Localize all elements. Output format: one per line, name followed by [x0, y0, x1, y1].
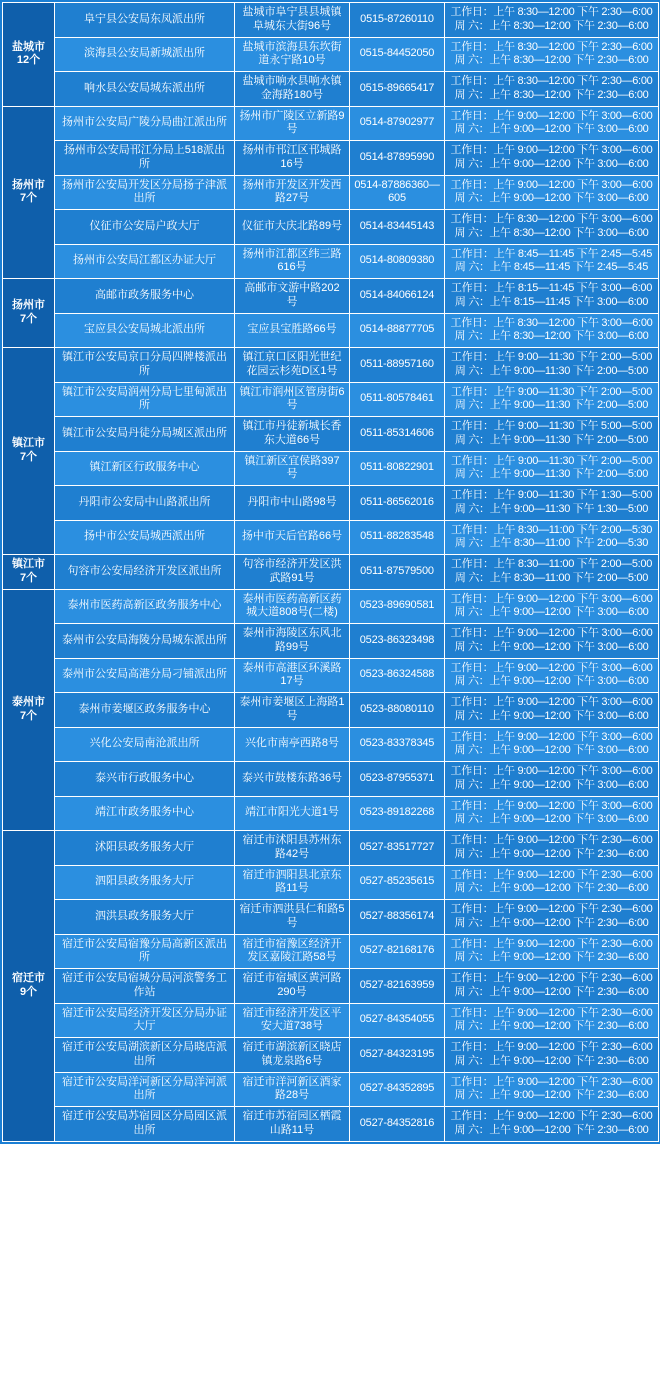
phone-cell: 0514-87886360—605	[350, 175, 445, 210]
address-cell: 宿迁市洋河新区酒家路28号	[235, 1072, 350, 1107]
table-row	[3, 969, 659, 1004]
hours-cell	[445, 1003, 659, 1038]
hours-weekday: 工作日：上午 8:30—11:00 下午 2:00—5:00	[450, 558, 653, 570]
address-cell: 泰兴市鼓楼东路36号	[235, 762, 350, 797]
phone-cell: 0514-87895990	[350, 141, 445, 176]
hours-weekend: 周 六：上午 9:00—11:30 下午 2:00—5:00	[454, 468, 649, 481]
hours-weekend: 周 六：上午 8:30—12:00 下午 2:30—6:00	[454, 54, 649, 67]
phone-cell: 0527-83517727	[350, 831, 445, 866]
address-cell: 泰州市医药高新区药城大道808号(二楼)	[235, 589, 350, 624]
region-cell	[3, 348, 55, 555]
table-row	[3, 762, 659, 797]
address-cell: 扬州市广陵区立新路9号	[235, 106, 350, 141]
region-count: 9个	[19, 985, 38, 998]
phone-cell: 0514-83445143	[350, 210, 445, 245]
phone-cell: 0527-84352895	[350, 1072, 445, 1107]
hours-weekend: 周 六：上午 8:30—12:00 下午 2:30—6:00	[454, 19, 649, 32]
phone-cell: 0515-87260110	[350, 3, 445, 38]
address-cell: 高邮市文游中路202号	[235, 279, 350, 314]
hours-weekday: 工作日：上午 9:00—11:30 下午 1:30—5:00	[450, 489, 653, 501]
office-name-cell: 句容市公安局经济开发区派出所	[55, 555, 235, 590]
hours-weekday: 工作日：上午 8:30—12:00 下午 2:30—6:00	[450, 40, 653, 53]
office-name-cell: 阜宁县公安局东凤派出所	[55, 3, 235, 38]
table-row	[3, 555, 659, 590]
region-name: 镇江市	[12, 437, 45, 450]
hours-weekday: 工作日：上午 9:00—12:00 下午 3:00—6:00	[450, 178, 653, 191]
address-cell: 泰州市高港区环溪路17号	[235, 658, 350, 693]
table-row	[3, 900, 659, 935]
hours-weekend: 周 六：上午 9:00—11:30 下午 1:30—5:00	[454, 502, 649, 515]
hours-cell	[445, 106, 659, 141]
office-name-cell: 泰州市医药高新区政务服务中心	[55, 589, 235, 624]
hours-weekend: 周 六：上午 9:00—12:00 下午 2:30—6:00	[454, 847, 649, 860]
hours-cell	[445, 348, 659, 383]
phone-cell: 0515-89665417	[350, 72, 445, 107]
hours-cell	[445, 1107, 659, 1142]
hours-cell	[445, 762, 659, 797]
region-name: 镇江市	[12, 558, 45, 570]
hours-cell	[445, 210, 659, 245]
office-name-cell: 泰州市公安局海陵分局城东派出所	[55, 624, 235, 659]
hours-cell	[445, 382, 659, 417]
table-row	[3, 313, 659, 348]
office-name-cell: 兴化公安局南沧派出所	[55, 727, 235, 762]
hours-cell	[445, 693, 659, 728]
hours-weekend: 周 六：上午 9:00—12:00 下午 3:00—6:00	[454, 640, 649, 653]
hours-weekend: 周 六：上午 8:30—12:00 下午 2:30—6:00	[454, 88, 649, 101]
office-name-cell: 滨海县公安局新城派出所	[55, 37, 235, 72]
hours-weekday: 工作日：上午 9:00—12:00 下午 3:00—6:00	[450, 730, 653, 743]
region-count: 7个	[19, 313, 38, 325]
phone-cell: 0527-82163959	[350, 969, 445, 1004]
region-name: 扬州市	[12, 178, 45, 191]
hours-weekday: 工作日：上午 9:00—12:00 下午 3:00—6:00	[450, 661, 653, 674]
hours-cell	[445, 831, 659, 866]
hours-weekend: 周 六：上午 8:30—12:00 下午 3:00—6:00	[454, 226, 649, 239]
hours-weekend: 周 六：上午 9:00—12:00 下午 3:00—6:00	[454, 709, 649, 722]
phone-cell: 0514-87902977	[350, 106, 445, 141]
table-row	[3, 279, 659, 314]
hours-weekend: 周 六：上午 9:00—12:00 下午 2:30—6:00	[454, 951, 649, 964]
address-cell: 宿迁市沭阳县苏州东路42号	[235, 831, 350, 866]
office-name-cell: 镇江新区行政服务中心	[55, 451, 235, 486]
hours-weekday: 工作日：上午 9:00—11:30 下午 2:00—5:00	[450, 454, 653, 467]
region-count: 7个	[19, 192, 38, 205]
hours-cell	[445, 589, 659, 624]
hours-weekend: 周 六：上午 9:00—12:00 下午 2:30—6:00	[454, 1089, 649, 1102]
table-row	[3, 451, 659, 486]
region-count: 7个	[19, 571, 38, 584]
address-cell: 镇江新区宜侯路397号	[235, 451, 350, 486]
hours-weekend: 周 六：上午 9:00—12:00 下午 2:30—6:00	[454, 1123, 649, 1136]
table-row	[3, 106, 659, 141]
table-row	[3, 1072, 659, 1107]
table-row	[3, 520, 659, 555]
address-cell: 扬州市开发区开发西路27号	[235, 175, 350, 210]
phone-cell: 0527-84352816	[350, 1107, 445, 1142]
phone-cell: 0511-88283548	[350, 520, 445, 555]
hours-weekend: 周 六：上午 9:00—11:30 下午 2:00—5:00	[454, 399, 649, 412]
address-cell: 宿迁市泗洪县仁和路5号	[235, 900, 350, 935]
hours-weekend: 周 六：上午 9:00—12:00 下午 3:00—6:00	[454, 813, 649, 826]
table-row	[3, 1107, 659, 1142]
region-cell	[3, 3, 55, 107]
address-cell: 盐城市阜宁县县城镇阜城东大街96号	[235, 3, 350, 38]
address-cell: 扬州市邗江区邗城路16号	[235, 141, 350, 176]
hours-weekend: 周 六：上午 9:00—11:30 下午 2:00—5:00	[454, 433, 649, 446]
phone-cell: 0511-80578461	[350, 382, 445, 417]
hours-weekday: 工作日：上午 9:00—12:00 下午 2:30—6:00	[450, 903, 653, 915]
hours-weekend: 周 六：上午 9:00—12:00 下午 3:00—6:00	[454, 157, 649, 170]
hours-weekend: 周 六：上午 9:00—12:00 下午 3:00—6:00	[454, 123, 649, 136]
phone-cell: 0523-89182268	[350, 796, 445, 831]
phone-cell: 0514-88877705	[350, 313, 445, 348]
hours-cell	[445, 555, 659, 590]
hours-weekday: 工作日：上午 9:00—12:00 下午 3:00—6:00	[450, 144, 653, 156]
table-row	[3, 831, 659, 866]
directory-grid	[2, 2, 659, 1142]
hours-weekend: 周 六：上午 8:30—12:00 下午 3:00—6:00	[454, 330, 649, 343]
region-cell	[3, 279, 55, 348]
hours-cell	[445, 3, 659, 38]
address-cell: 宝应县宝胜路66号	[235, 313, 350, 348]
phone-cell: 0523-89690581	[350, 589, 445, 624]
hours-weekend: 周 六：上午 9:00—12:00 下午 2:30—6:00	[454, 916, 649, 929]
hours-weekday: 工作日：上午 9:00—11:30 下午 2:00—5:00	[450, 351, 653, 363]
hours-cell	[445, 244, 659, 279]
hours-weekend: 周 六：上午 8:30—11:00 下午 2:00—5:30	[454, 537, 649, 550]
region-count: 7个	[19, 451, 38, 463]
office-name-cell: 仪征市公安局户政大厅	[55, 210, 235, 245]
hours-weekend: 周 六：上午 8:45—11:45 下午 2:45—5:45	[454, 261, 649, 274]
hours-weekday: 工作日：上午 9:00—12:00 下午 2:30—6:00	[450, 972, 653, 984]
region-count: 12个	[16, 54, 41, 67]
address-cell: 镇江市丹徒新城长香东大道66号	[235, 417, 350, 452]
hours-weekday: 工作日：上午 9:00—11:30 下午 5:00—5:00	[450, 420, 653, 432]
hours-cell	[445, 727, 659, 762]
phone-cell: 0511-88957160	[350, 348, 445, 383]
hours-weekday: 工作日：上午 9:00—11:30 下午 2:00—5:00	[450, 385, 653, 398]
hours-cell	[445, 279, 659, 314]
hours-weekday: 工作日：上午 9:00—12:00 下午 2:30—6:00	[450, 1110, 653, 1122]
office-name-cell: 镇江市公安局丹徒分局城区派出所	[55, 417, 235, 452]
office-name-cell: 沭阳县政务服务大厅	[55, 831, 235, 866]
office-name-cell: 响水县公安局城东派出所	[55, 72, 235, 107]
office-name-cell: 扬州市公安局邗江分局上518派出所	[55, 141, 235, 176]
table-row	[3, 72, 659, 107]
phone-cell: 0511-80822901	[350, 451, 445, 486]
phone-cell: 0523-88080110	[350, 693, 445, 728]
hours-cell	[445, 624, 659, 659]
office-name-cell: 扬州市公安局广陵分局曲江派出所	[55, 106, 235, 141]
region-name: 扬州市	[12, 299, 45, 312]
address-cell: 兴化市南亭西路8号	[235, 727, 350, 762]
office-name-cell: 泗洪县政务服务大厅	[55, 900, 235, 935]
office-name-cell: 宿迁市公安局苏宿园区分局园区派出所	[55, 1107, 235, 1142]
office-name-cell: 泰州市姜堰区政务服务中心	[55, 693, 235, 728]
table-row	[3, 3, 659, 38]
hours-cell	[445, 175, 659, 210]
table-row	[3, 727, 659, 762]
hours-weekday: 工作日：上午 9:00—12:00 下午 2:30—6:00	[450, 1041, 653, 1053]
hours-weekend: 周 六：上午 9:00—12:00 下午 3:00—6:00	[454, 675, 649, 688]
table-row	[3, 1038, 659, 1073]
region-cell	[3, 589, 55, 831]
office-name-cell: 镇江市公安局京口分局四牌楼派出所	[55, 348, 235, 383]
office-name-cell: 高邮市政务服务中心	[55, 279, 235, 314]
address-cell: 丹阳市中山路98号	[235, 486, 350, 521]
directory-body	[3, 3, 659, 1142]
hours-weekday: 工作日：上午 9:00—12:00 下午 3:00—6:00	[450, 799, 653, 812]
table-row	[3, 589, 659, 624]
hours-weekend: 周 六：上午 9:00—12:00 下午 3:00—6:00	[454, 778, 649, 791]
office-name-cell: 靖江市政务服务中心	[55, 796, 235, 831]
table-row	[3, 210, 659, 245]
hours-weekday: 工作日：上午 9:00—12:00 下午 3:00—6:00	[450, 592, 653, 605]
hours-weekday: 工作日：上午 8:30—12:00 下午 3:00—6:00	[450, 213, 653, 225]
hours-weekday: 工作日：上午 9:00—12:00 下午 2:30—6:00	[450, 937, 653, 950]
hours-cell	[445, 141, 659, 176]
office-name-cell: 宿迁市公安局宿豫分局高新区派出所	[55, 934, 235, 969]
office-name-cell: 扬州市公安局江都区办证大厅	[55, 244, 235, 279]
hours-cell	[445, 451, 659, 486]
address-cell: 镇江市润州区管房街6号	[235, 382, 350, 417]
office-name-cell: 宿迁市公安局经济开发区分局办证大厅	[55, 1003, 235, 1038]
phone-cell: 0511-85314606	[350, 417, 445, 452]
region-name: 宿迁市	[12, 972, 45, 984]
address-cell: 盐城市滨海县东坎街道永宁路10号	[235, 37, 350, 72]
address-cell: 宿迁市宿豫区经济开发区嘉陵江路58号	[235, 934, 350, 969]
region-name: 泰州市	[12, 696, 45, 708]
hours-weekday: 工作日：上午 8:30—11:00 下午 2:00—5:30	[450, 523, 653, 536]
address-cell: 宿迁市宿城区黄河路290号	[235, 969, 350, 1004]
phone-cell: 0527-88356174	[350, 900, 445, 935]
hours-weekend: 周 六：上午 9:00—12:00 下午 2:30—6:00	[454, 882, 649, 895]
hours-cell	[445, 520, 659, 555]
office-name-cell: 泗阳县政务服务大厅	[55, 865, 235, 900]
phone-cell: 0527-84354055	[350, 1003, 445, 1038]
hours-cell	[445, 486, 659, 521]
table-row	[3, 141, 659, 176]
phone-cell: 0515-84452050	[350, 37, 445, 72]
hours-cell	[445, 658, 659, 693]
phone-cell: 0511-87579500	[350, 555, 445, 590]
region-cell	[3, 555, 55, 590]
address-cell: 宿迁市湖滨新区晓店镇龙泉路6号	[235, 1038, 350, 1073]
region-cell	[3, 831, 55, 1142]
office-name-cell: 泰州市公安局高港分局刁铺派出所	[55, 658, 235, 693]
phone-cell: 0527-84323195	[350, 1038, 445, 1073]
office-name-cell: 泰兴市行政服务中心	[55, 762, 235, 797]
hours-weekday: 工作日：上午 8:30—12:00 下午 2:30—6:00	[450, 75, 653, 87]
hours-cell	[445, 1038, 659, 1073]
hours-weekend: 周 六：上午 9:00—12:00 下午 3:00—6:00	[454, 606, 649, 619]
table-row	[3, 934, 659, 969]
table-row	[3, 486, 659, 521]
hours-weekend: 周 六：上午 9:00—12:00 下午 2:30—6:00	[454, 1054, 649, 1067]
hours-weekday: 工作日：上午 9:00—12:00 下午 3:00—6:00	[450, 627, 653, 639]
table-row	[3, 244, 659, 279]
hours-cell	[445, 900, 659, 935]
table-row	[3, 1003, 659, 1038]
office-name-cell: 扬中市公安局城西派出所	[55, 520, 235, 555]
hours-weekend: 周 六：上午 9:00—12:00 下午 2:30—6:00	[454, 985, 649, 998]
hours-weekend: 周 六：上午 9:00—12:00 下午 3:00—6:00	[454, 192, 649, 205]
office-name-cell: 宿迁市公安局洋河新区分局洋河派出所	[55, 1072, 235, 1107]
phone-cell: 0514-84066124	[350, 279, 445, 314]
hours-weekday: 工作日：上午 9:00—12:00 下午 2:30—6:00	[450, 1075, 653, 1088]
hours-weekend: 周 六：上午 9:00—12:00 下午 2:30—6:00	[454, 1020, 649, 1033]
hours-weekday: 工作日：上午 9:00—12:00 下午 2:30—6:00	[450, 868, 653, 881]
region-name: 盐城市	[12, 40, 45, 53]
address-cell: 扬州市江都区纬三路616号	[235, 244, 350, 279]
phone-cell: 0523-86324588	[350, 658, 445, 693]
phone-cell: 0527-85235615	[350, 865, 445, 900]
hours-cell	[445, 417, 659, 452]
hours-weekday: 工作日：上午 9:00—12:00 下午 2:30—6:00	[450, 1006, 653, 1019]
table-row	[3, 382, 659, 417]
hours-weekend: 周 六：上午 8:15—11:45 下午 3:00—6:00	[454, 295, 649, 308]
office-name-cell: 宿迁市公安局宿城分局河滨警务工作站	[55, 969, 235, 1004]
table-row	[3, 865, 659, 900]
phone-cell: 0514-80809380	[350, 244, 445, 279]
hours-weekday: 工作日：上午 8:15—11:45 下午 3:00—6:00	[450, 282, 653, 294]
hours-cell	[445, 1072, 659, 1107]
hours-weekday: 工作日：上午 9:00—12:00 下午 2:30—6:00	[450, 834, 653, 846]
phone-cell: 0511-86562016	[350, 486, 445, 521]
table-row	[3, 624, 659, 659]
hours-cell	[445, 969, 659, 1004]
hours-weekday: 工作日：上午 9:00—12:00 下午 3:00—6:00	[450, 109, 653, 122]
phone-cell: 0523-87955371	[350, 762, 445, 797]
phone-cell: 0527-82168176	[350, 934, 445, 969]
phone-cell: 0523-83378345	[350, 727, 445, 762]
hours-cell	[445, 72, 659, 107]
hours-weekend: 周 六：上午 8:30—11:00 下午 2:00—5:00	[454, 571, 649, 584]
hours-weekday: 工作日：上午 8:30—12:00 下午 3:00—6:00	[450, 316, 653, 329]
table-row	[3, 693, 659, 728]
hours-cell	[445, 865, 659, 900]
hours-cell	[445, 37, 659, 72]
region-cell	[3, 106, 55, 279]
address-cell: 泰州市姜堰区上海路1号	[235, 693, 350, 728]
office-name-cell: 丹阳市公安局中山路派出所	[55, 486, 235, 521]
hours-weekend: 周 六：上午 9:00—11:30 下午 2:00—5:00	[454, 364, 649, 377]
office-name-cell: 镇江市公安局润州分局七里甸派出所	[55, 382, 235, 417]
address-cell: 仪征市大庆北路89号	[235, 210, 350, 245]
address-cell: 镇江京口区阳光世纪花园云杉苑D区1号	[235, 348, 350, 383]
office-name-cell: 宝应县公安局城北派出所	[55, 313, 235, 348]
address-cell: 宿迁市泗阳县北京东路11号	[235, 865, 350, 900]
phone-cell: 0523-86323498	[350, 624, 445, 659]
table-row	[3, 796, 659, 831]
office-name-cell: 宿迁市公安局湖滨新区分局晓店派出所	[55, 1038, 235, 1073]
table-row	[3, 417, 659, 452]
hours-weekday: 工作日：上午 8:30—12:00 下午 2:30—6:00	[450, 6, 653, 18]
address-cell: 泰州市海陵区东风北路99号	[235, 624, 350, 659]
table-row	[3, 175, 659, 210]
hours-cell	[445, 313, 659, 348]
hours-weekend: 周 六：上午 9:00—12:00 下午 3:00—6:00	[454, 744, 649, 757]
hours-weekday: 工作日：上午 9:00—12:00 下午 3:00—6:00	[450, 696, 653, 708]
address-cell: 扬中市天后官路66号	[235, 520, 350, 555]
address-cell: 宿迁市经济开发区平安大道738号	[235, 1003, 350, 1038]
address-cell: 盐城市响水县响水镇金海路180号	[235, 72, 350, 107]
table-row	[3, 658, 659, 693]
hours-weekday: 工作日：上午 9:00—12:00 下午 3:00—6:00	[450, 765, 653, 777]
address-cell: 靖江市阳光大道1号	[235, 796, 350, 831]
address-cell: 句容市经济开发区洪武路91号	[235, 555, 350, 590]
table-row	[3, 37, 659, 72]
hours-cell	[445, 934, 659, 969]
office-name-cell: 扬州市公安局开发区分局扬子津派出所	[55, 175, 235, 210]
region-count: 7个	[19, 709, 38, 722]
hours-weekday: 工作日：上午 8:45—11:45 下午 2:45—5:45	[450, 247, 653, 260]
address-cell: 宿迁市苏宿园区栖霞山路11号	[235, 1107, 350, 1142]
hours-cell	[445, 796, 659, 831]
table-row	[3, 348, 659, 383]
